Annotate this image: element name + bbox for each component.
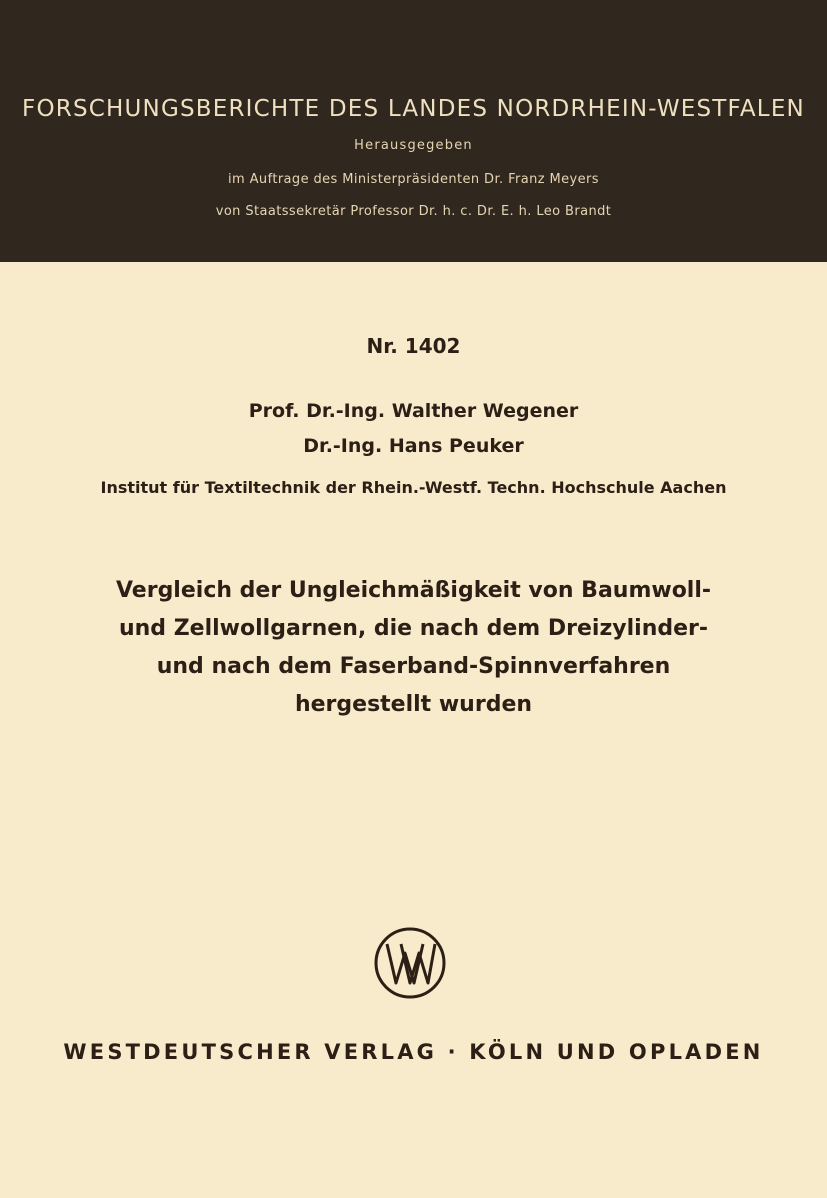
title-line: und nach dem Faserband-Spinnverfahren bbox=[156, 654, 671, 679]
editor-line-3: von Staatssekretär Professor Dr. h. c. Dr. E. h. Leo Brandt bbox=[215, 204, 612, 219]
editor-line-2: im Auftrage des Ministerpräsidenten Dr. Franz Meyers bbox=[228, 172, 599, 187]
institute: Institut für Textiltechnik der Rhein.-Westf. Techn. Hochschule Aachen bbox=[100, 478, 727, 497]
editor-line-1: Herausgegeben bbox=[354, 138, 473, 153]
author-1: Prof. Dr.-Ing. Walther Wegener bbox=[248, 400, 579, 422]
publisher-name: WESTDEUTSCHER VERLAG · KÖLN UND OPLADEN bbox=[63, 1040, 764, 1064]
title-line: hergestellt wurden bbox=[294, 692, 533, 717]
header-band bbox=[0, 0, 827, 262]
report-number: Nr. 1402 bbox=[366, 334, 461, 358]
title-line: Vergleich der Ungleichmäßigkeit von Baumwoll- bbox=[115, 578, 712, 603]
author-2: Dr.-Ing. Hans Peuker bbox=[303, 435, 524, 457]
title-line: und Zellwollgarnen, die nach dem Dreizylinder- bbox=[118, 616, 708, 641]
wv-publisher-logo-icon bbox=[373, 926, 447, 1000]
report-title bbox=[0, 572, 827, 724]
series-title: FORSCHUNGSBERICHTE DES LANDES NORDRHEIN-WESTFALEN bbox=[22, 96, 805, 122]
